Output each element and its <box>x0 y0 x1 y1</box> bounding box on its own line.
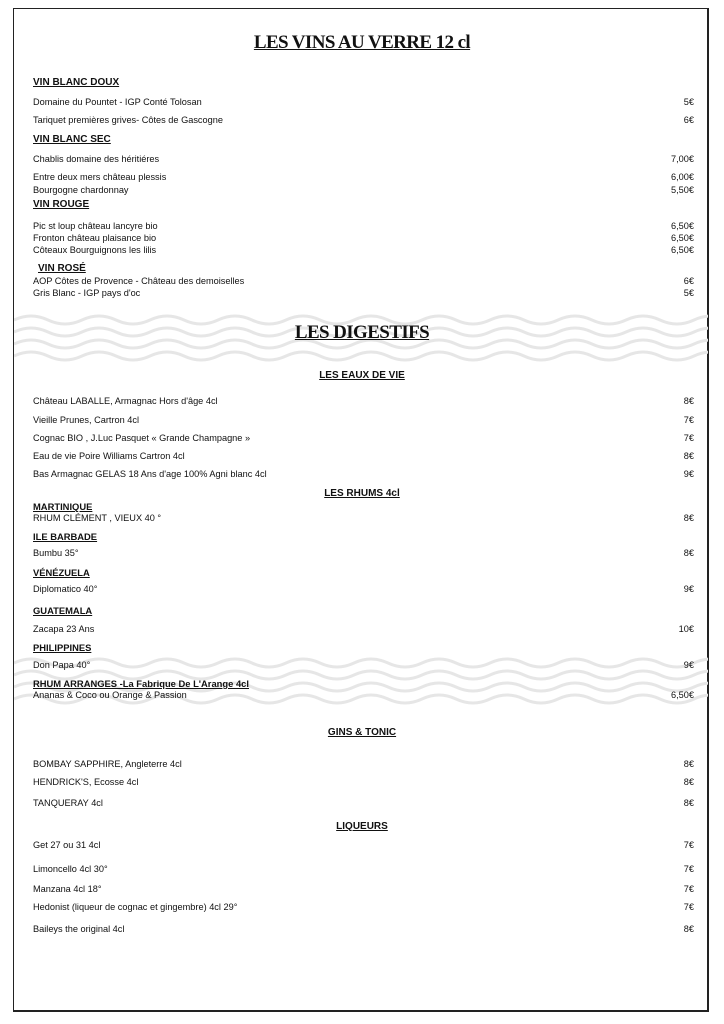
item-hedonist-name: Hedonist (liqueur de cognac et gingembre) 4cl 29° <box>33 902 238 912</box>
region-martinique: MARTINIQUE <box>33 501 93 512</box>
item-chablis-price: 7,00€ <box>671 154 694 164</box>
region-guatemala: GUATEMALA <box>33 605 93 616</box>
section-vin-rouge: VIN ROUGE <box>33 199 90 210</box>
item-diplomatico-name: Diplomatico 40° <box>33 584 98 594</box>
digestifs-title: LES DIGESTIFS <box>294 322 430 343</box>
item-gris-blanc-price: 5€ <box>683 288 694 298</box>
item-gelas-price: 9€ <box>683 469 694 479</box>
item-pountet-name: Domaine du Pountet - IGP Conté Tolosan <box>33 97 202 107</box>
item-tariquet-name: Tariquet premières grives- Côtes de Gascogne <box>33 115 223 125</box>
item-rhum-clement-name: RHUM CLÉMENT , VIEUX 40 ° <box>33 513 162 523</box>
item-vieille-prunes-name: Vieille Prunes, Cartron 4cl <box>33 415 140 425</box>
wine-by-glass-title: LES VINS AU VERRE 12 cl <box>253 32 471 53</box>
item-cognac-bio-price: 7€ <box>683 433 694 443</box>
item-fronton-name: Fronton château plaisance bio <box>33 233 157 243</box>
item-hendricks-price: 8€ <box>683 777 694 787</box>
region-ile-barbade: ILE BARBADE <box>33 531 98 542</box>
item-get27-name: Get 27 ou 31 4cl <box>33 840 101 850</box>
item-laballe-name: Château LABALLE, Armagnac Hors d'âge 4cl <box>33 396 218 406</box>
section-liqueurs: LIQUEURS <box>336 821 388 832</box>
item-cognac-bio-name: Cognac BIO , J.Luc Pasquet « Grande Champagne » <box>33 433 251 443</box>
item-chablis-name: Chablis domaine des héritiéres <box>33 154 160 164</box>
item-manzana-name: Manzana 4cl 18° <box>33 884 102 894</box>
item-aop-provence-name: AOP Côtes de Provence - Château des demoiselles <box>33 276 245 286</box>
item-tanqueray-price: 8€ <box>683 798 694 808</box>
item-gelas-name: Bas Armagnac GELAS 18 Ans d'age 100% Agni blanc 4cl <box>33 469 267 479</box>
region-venezuela: VÉNÉZUELA <box>33 567 90 578</box>
item-poire-williams-name: Eau de vie Poire Williams Cartron 4cl <box>33 451 185 461</box>
item-baileys-price: 8€ <box>683 924 694 934</box>
item-bumbu-name: Bumbu 35° <box>33 548 79 558</box>
item-diplomatico-price: 9€ <box>683 584 694 594</box>
item-pountet-price: 5€ <box>683 97 694 107</box>
section-rhums: LES RHUMS 4cl <box>324 488 400 499</box>
item-bombay-price: 8€ <box>683 759 694 769</box>
item-ananas-coco-name: Ananas & Coco ou Orange & Passion <box>33 690 187 700</box>
item-poire-williams-price: 8€ <box>683 451 694 461</box>
item-manzana-price: 7€ <box>683 884 694 894</box>
item-zacapa-price: 10€ <box>678 624 694 634</box>
item-bombay-name: BOMBAY SAPPHIRE, Angleterre 4cl <box>33 759 182 769</box>
item-bourgogne-price: 5,50€ <box>671 185 694 195</box>
item-fronton-price: 6,50€ <box>671 233 694 243</box>
section-gins-tonic: GINS & TONIC <box>327 727 397 738</box>
section-vin-rose: VIN ROSÉ <box>38 263 86 274</box>
section-rhum-arranges: RHUM ARRANGES -La Fabrique De L'Arange 4cl <box>33 678 249 689</box>
region-philippines: PHILIPPINES <box>33 642 92 653</box>
item-ananas-coco-price: 6,50€ <box>671 690 694 700</box>
item-hedonist-price: 7€ <box>683 902 694 912</box>
item-pic-st-loup-price: 6,50€ <box>671 221 694 231</box>
item-don-papa-name: Don Papa 40° <box>33 660 91 670</box>
item-pic-st-loup-name: Pic st loup château lancyre bio <box>33 221 158 231</box>
section-vin-blanc-doux: VIN BLANC DOUX <box>33 77 120 88</box>
item-entre-deux-mers-price: 6,00€ <box>671 172 694 182</box>
item-rhum-clement-price: 8€ <box>683 513 694 523</box>
section-vin-blanc-sec: VIN BLANC SEC <box>33 134 111 145</box>
item-limoncello-price: 7€ <box>683 864 694 874</box>
item-tariquet-price: 6€ <box>683 115 694 125</box>
item-zacapa-name: Zacapa 23 Ans <box>33 624 95 634</box>
item-vieille-prunes-price: 7€ <box>683 415 694 425</box>
item-entre-deux-mers-name: Entre deux mers château plessis <box>33 172 167 182</box>
item-bourgogne-name: Bourgogne chardonnay <box>33 185 129 195</box>
item-bumbu-price: 8€ <box>683 548 694 558</box>
item-coteaux-name: Côteaux Bourguignons les lilis <box>33 245 157 255</box>
item-gris-blanc-name: Gris Blanc - IGP pays d'oc <box>33 288 141 298</box>
item-tanqueray-name: TANQUERAY 4cl <box>33 798 103 808</box>
item-coteaux-price: 6,50€ <box>671 245 694 255</box>
item-get27-price: 7€ <box>683 840 694 850</box>
item-limoncello-name: Limoncello 4cl 30° <box>33 864 108 874</box>
section-eaux-de-vie: LES EAUX DE VIE <box>319 370 405 381</box>
item-hendricks-name: HENDRICK'S, Ecosse 4cl <box>33 777 139 787</box>
item-aop-provence-price: 6€ <box>683 276 694 286</box>
item-baileys-name: Baileys the original 4cl <box>33 924 125 934</box>
item-laballe-price: 8€ <box>683 396 694 406</box>
item-don-papa-price: 9€ <box>683 660 694 670</box>
